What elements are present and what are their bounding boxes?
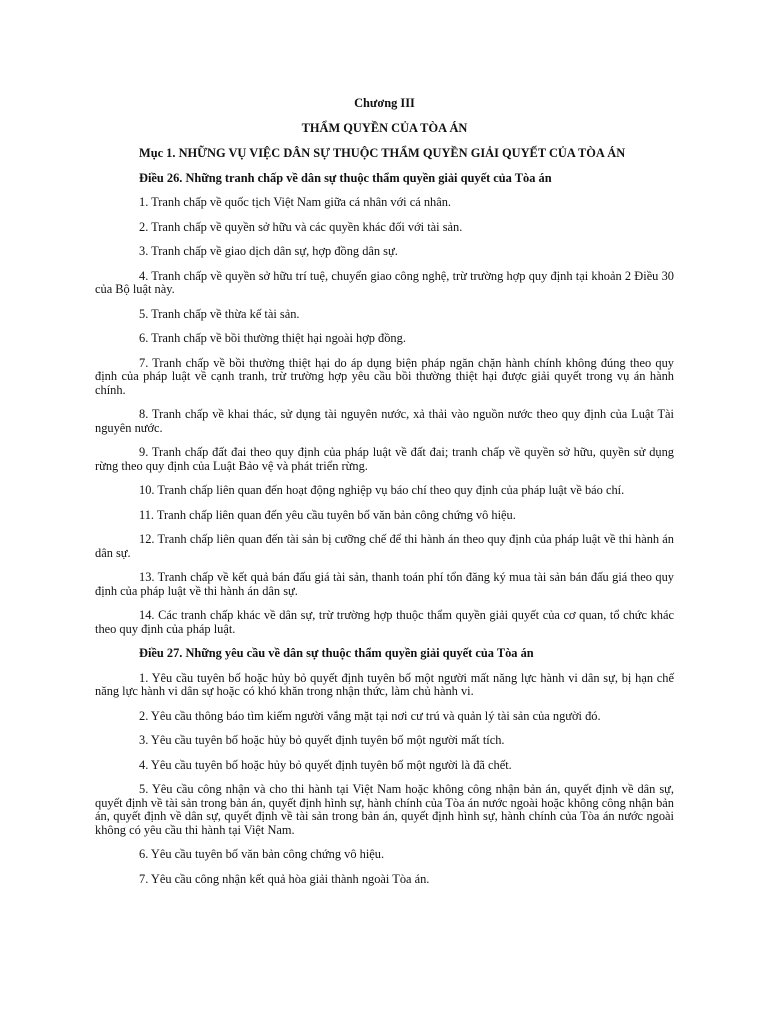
article-26-item: 11. Tranh chấp liên quan đến yêu cầu tuyên bố văn bản công chứng vô hiệu. (139, 507, 516, 522)
article-27-item: 1. Yêu cầu tuyên bố hoặc hủy bỏ quyết định tuyên bố một người mất năng lực hành vi dân sự, bị hạn chế năng lực hành vi dân sự hoặc có khó khăn trong nhận thức, làm chủ hành vi. (95, 670, 674, 698)
article-26-item: 2. Tranh chấp về quyền sở hữu và các quyền khác đối với tài sản. (139, 219, 463, 234)
article-26-item: 3. Tranh chấp về giao dịch dân sự, hợp đồng dân sự. (139, 244, 398, 258)
article-26-item: 13. Tranh chấp về kết quả bán đấu giá tài sản, thanh toán phí tổn đăng ký mua tài sản bán đấu giá theo quy định của pháp luật về thi hành án dân sự. (95, 570, 674, 598)
article-26-item: 8. Tranh chấp về khai thác, sử dụng tài nguyên nước, xả thải vào nguồn nước theo quy định của Luật Tài nguyên nước. (95, 407, 674, 435)
article-26-item: 5. Tranh chấp về thừa kế tài sản. (139, 306, 300, 321)
section-heading: Mục 1. NHỮNG VỤ VIỆC DÂN SỰ THUỘC THẨM QUYỀN GIẢI QUYẾT CỦA TÒA ÁN (139, 146, 626, 160)
article-26-item: 7. Tranh chấp về bồi thường thiệt hại do áp dụng biện pháp ngăn chặn hành chính không đúng theo quy định của pháp luật về cạnh tranh, trừ trường hợp yêu cầu bồi thường thiệt hại được giải quyết trong vụ án hành chính. (95, 355, 674, 397)
chapter-title: THẨM QUYỀN CỦA TÒA ÁN (301, 121, 468, 135)
article-26-item: 4. Tranh chấp về quyền sở hữu trí tuệ, chuyển giao công nghệ, trừ trường hợp quy định tại khoản 2 Điều 30 của Bộ luật này. (95, 268, 674, 296)
document-page (95, 97, 674, 897)
article-27-item: 6. Yêu cầu tuyên bố văn bản công chứng vô hiệu. (139, 847, 385, 861)
article-26-item: 12. Tranh chấp liên quan đến tài sản bị cưỡng chế để thi hành án theo quy định của pháp luật về thi hành án dân sự. (95, 532, 674, 560)
article-26-item: 9. Tranh chấp đất đai theo quy định của pháp luật về đất đai; tranh chấp về quyền sở hữu, quyền sử dụng rừng theo quy định của Luật Bảo vệ và phát triển rừng. (95, 445, 674, 473)
chapter-heading: Chương III (354, 96, 415, 110)
article-27-item: 7. Yêu cầu công nhận kết quả hòa giải thành ngoài Tòa án. (139, 871, 430, 886)
article-27-item: 4. Yêu cầu tuyên bố hoặc hủy bỏ quyết định tuyên bố một người là đã chết. (139, 757, 512, 772)
article-27-heading: Điều 27. Những yêu cầu về dân sự thuộc thẩm quyền giải quyết của Tòa án (139, 646, 534, 660)
article-26-item: 6. Tranh chấp về bồi thường thiệt hại ngoài hợp đồng. (139, 331, 406, 345)
article-26-item: 1. Tranh chấp về quốc tịch Việt Nam giữa cá nhân với cá nhân. (139, 195, 451, 209)
article-26-item: 14. Các tranh chấp khác về dân sự, trừ trường hợp thuộc thẩm quyền giải quyết của cơ quan, tổ chức khác theo quy định của pháp luật. (95, 608, 674, 636)
article-27-item: 3. Yêu cầu tuyên bố hoặc hủy bỏ quyết định tuyên bố một người mất tích. (139, 733, 505, 747)
article-26-heading: Điều 26. Những tranh chấp về dân sự thuộc thẩm quyền giải quyết của Tòa án (139, 170, 552, 185)
article-27-item: 5. Yêu cầu công nhận và cho thi hành tại Việt Nam hoặc không công nhận bản án, quyết định về dân sự, quyết định về tài sản trong bản án, quyết định hình sự, hành chính của Tòa án nước ngoài hoặc không công nhận bản án, quyết định về dân sự, quyết định về tài sản trong bản án, quyết định hình sự, hành chính của Tòa án nước ngoài không có yêu cầu thi hành tại Việt Nam. (95, 782, 674, 837)
article-27-item: 2. Yêu cầu thông báo tìm kiếm người vắng mặt tại nơi cư trú và quản lý tài sản của người đó. (139, 708, 601, 723)
article-26-item: 10. Tranh chấp liên quan đến hoạt động nghiệp vụ báo chí theo quy định của pháp luật về báo chí. (139, 483, 625, 497)
